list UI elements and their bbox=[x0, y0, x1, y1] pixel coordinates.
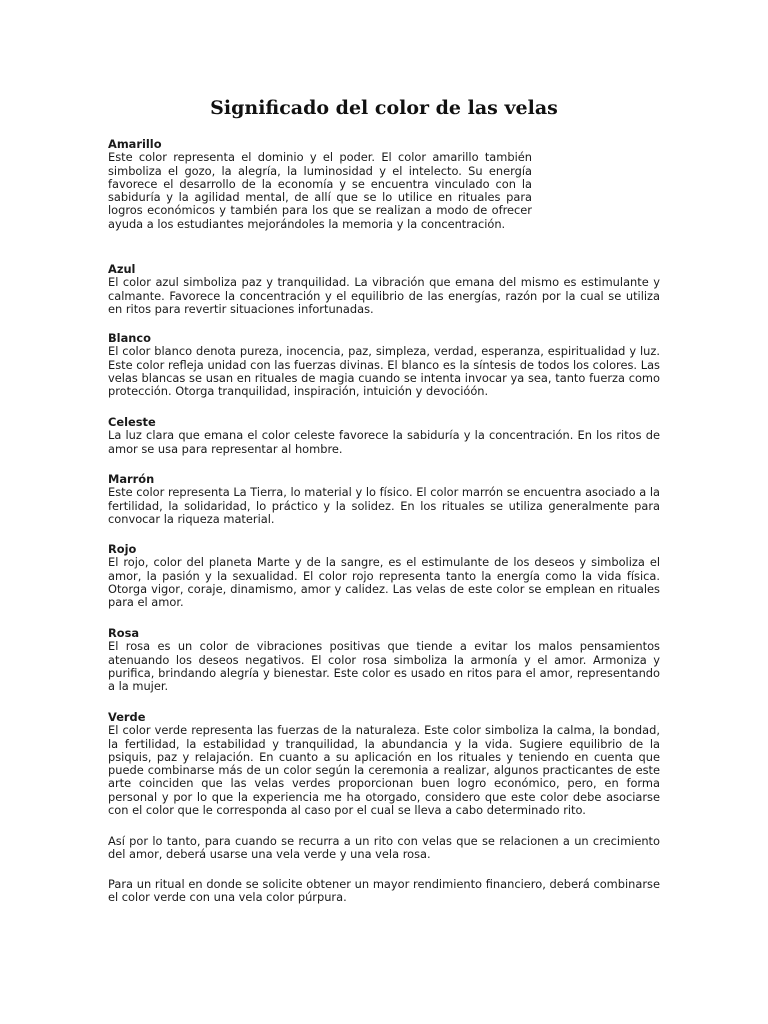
section-heading-marron: Marrón bbox=[108, 472, 155, 486]
section-heading-verde: Verde bbox=[108, 710, 146, 724]
section-text-blanco: El color blanco denota pureza, inocencia, paz, simpleza, verdad, esperanza, espiritualidad y luz. Este color refleja unidad con las fuerzas divinas. El blanco es la síntesis de todos los colores. Las velas blancas se usan en rituales de magia cuando se intenta invocar ya sea, tanto fuerza como protección. Otorga tranquilidad, inspiración, intuición y devocióón. bbox=[108, 344, 660, 399]
section-text-rosa: El rosa es un color de vibraciones positivas que tiende a evitar los malos pensamientos atenuando los deseos negativos. El color rosa simboliza la armonía y el amor. Armoniza y purifica, brindando alegría y bienestar. Este color es usado en ritos para el amor, representando a la mujer. bbox=[108, 639, 660, 694]
section-text-rojo: El rojo, color del planeta Marte y de la sangre, es el estimulante de los deseos y simboliza el amor, la pasión y la sexualidad. El color rojo representa tanto la energía como la vida física. Otorga vigor, coraje, dinamismo, amor y calidez. Las velas de este color se emplean en rituales para el amor. bbox=[108, 555, 660, 610]
section-heading-blanco: Blanco bbox=[108, 331, 151, 345]
closing-paragraph-1 bbox=[108, 835, 660, 862]
section-celeste bbox=[108, 416, 660, 456]
closing-paragraph-2 bbox=[108, 878, 660, 905]
section-text-verde: El color verde representa las fuerzas de la naturaleza. Este color simboliza la calma, la bondad, la fertilidad, la estabilidad y tranquilidad, la abundancia y la vida. Sugiere equilibrio de la psiquis, paz y relajación. En cuanto a su aplicación en los rituales y teniendo en cuenta que puede combinarse más de un color según la ceremonia a realizar, algunos practicantes de este arte coinciden que las velas verdes proporcionan buen logro económico, pero, en forma personal y por lo que la experiencia me ha otorgado, considero que este color debe asociarse con el color que le corresponda al caso por el cual se lleva a cabo determinado rito. bbox=[108, 723, 660, 818]
section-heading-rosa: Rosa bbox=[108, 626, 140, 640]
section-text-marron: Este color representa La Tierra, lo material y lo físico. El color marrón se encuentra asociado a la fertilidad, la solidaridad, lo práctico y la solidez. En los rituales se utiliza generalmente para convocar la riqueza material. bbox=[108, 485, 660, 526]
section-rosa bbox=[108, 627, 660, 693]
section-verde bbox=[108, 711, 660, 817]
section-text-azul: El color azul simboliza paz y tranquilidad. La vibración que emana del mismo es estimulante y calmante. Favorece la concentración y el equilibrio de las energías, razón por la cual se utiliza en ritos para revertir situaciones infortunadas. bbox=[108, 275, 660, 316]
section-amarillo bbox=[108, 138, 532, 231]
section-blanco bbox=[108, 332, 660, 398]
document-title: Significado del color de las velas bbox=[210, 97, 558, 119]
section-heading-azul: Azul bbox=[108, 262, 136, 276]
section-marron bbox=[108, 473, 660, 526]
section-text-amarillo: Este color representa el dominio y el poder. El color amarillo también simboliza el gozo, la alegría, la luminosidad y el intelecto. Su energía favorece el desarrollo de la economía y se encuentra vinculado con la sabiduría y la agilidad mental, de allí que se lo utilice en rituales para logros económicos y también para los que se realizan a modo de ofrecer ayuda a los estudiantes mejorándoles la memoria y la concentración. bbox=[108, 150, 532, 231]
section-text-celeste: La luz clara que emana el color celeste favorece la sabiduría y la concentración. En los ritos de amor se usa para representar al hombre. bbox=[108, 428, 660, 456]
section-azul bbox=[108, 263, 660, 316]
paragraph-text: Para un ritual en donde se solicite obtener un mayor rendimiento financiero, deberá combinarse el color verde con una vela color púrpura. bbox=[108, 877, 660, 905]
section-heading-rojo: Rojo bbox=[108, 542, 137, 556]
section-heading-celeste: Celeste bbox=[108, 415, 156, 429]
section-heading-amarillo: Amarillo bbox=[108, 137, 162, 151]
paragraph-text: Así por lo tanto, para cuando se recurra a un rito con velas que se relacionen a un crecimiento del amor, deberá usarse una vela verde y una vela rosa. bbox=[108, 834, 660, 862]
section-rojo bbox=[108, 543, 660, 609]
